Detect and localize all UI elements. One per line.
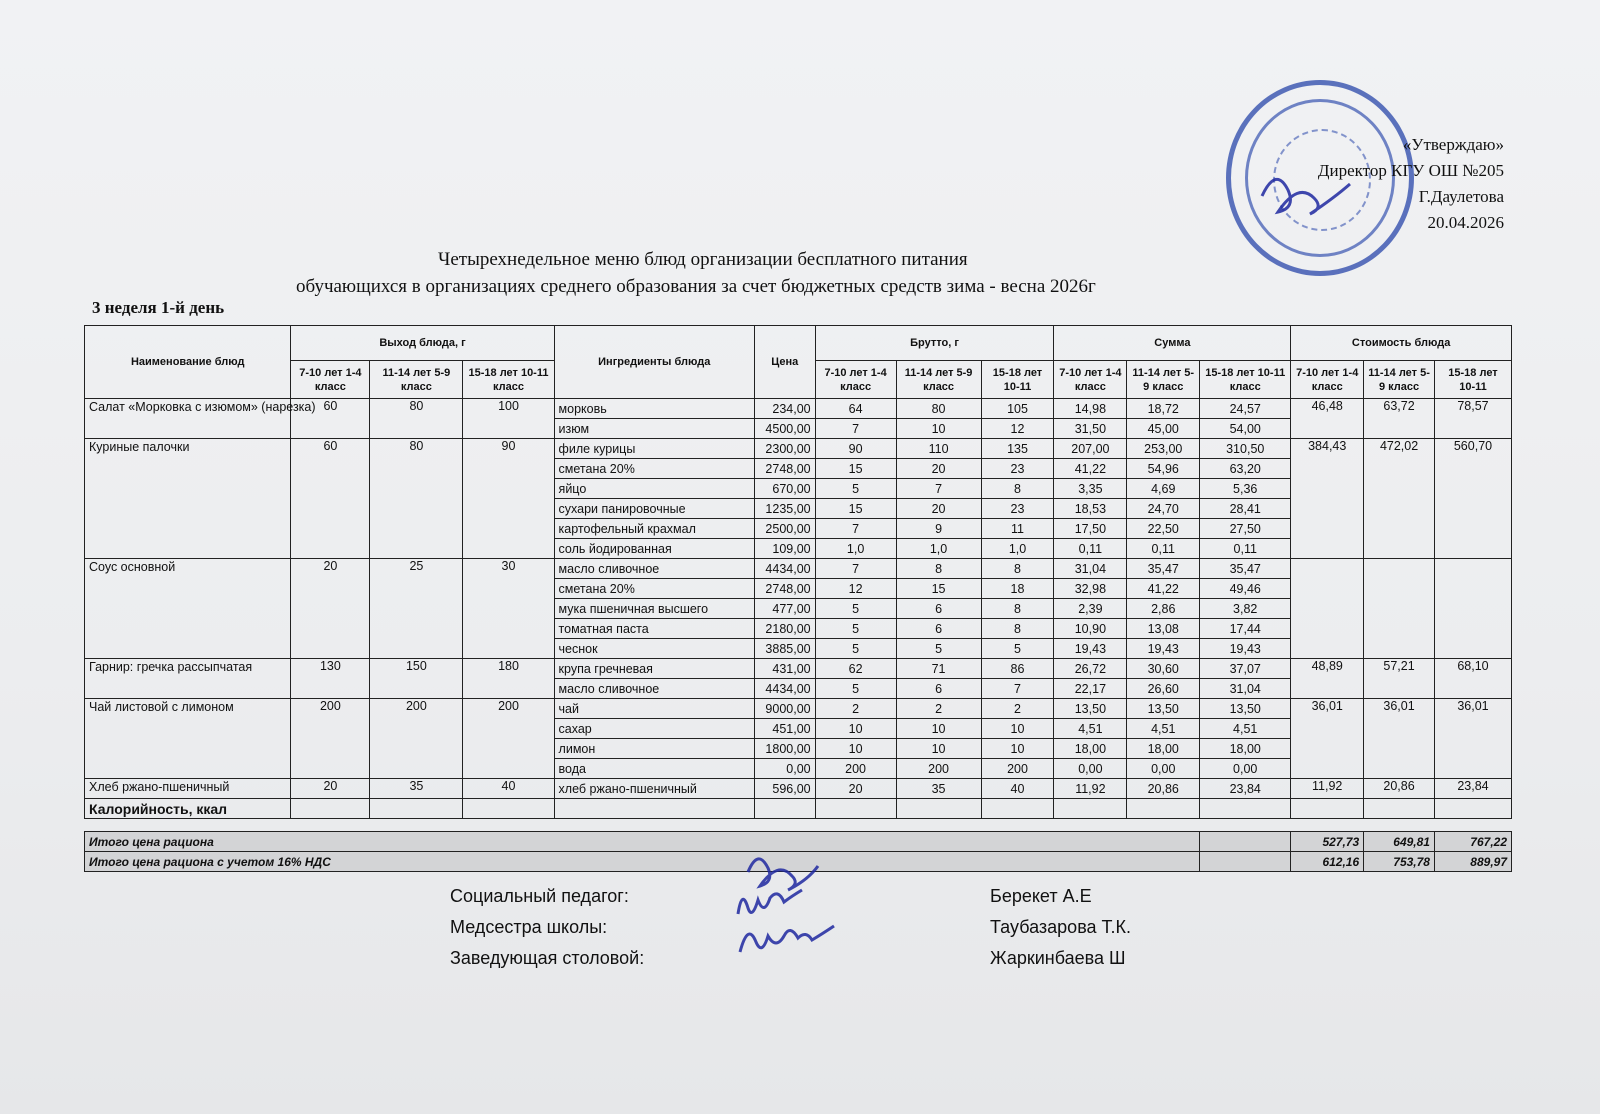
- dish-cost: 78,57: [1434, 399, 1511, 439]
- ingredient-sum: 207,00: [1054, 439, 1127, 459]
- ingredient-brutto: 10: [896, 739, 981, 759]
- dish-cost: 36,01: [1291, 699, 1364, 779]
- dish-name: Гарнир: гречка рассыпчатая: [85, 659, 291, 699]
- approval-line-2: Директор КГУ ОШ №205: [1317, 161, 1504, 180]
- ingredient-name: филе курицы: [554, 439, 754, 459]
- ingredient-sum: 19,43: [1127, 639, 1200, 659]
- ingredient-price: 0,00: [754, 759, 815, 779]
- ingredient-brutto: 200: [815, 759, 896, 779]
- ingredient-brutto: 20: [896, 459, 981, 479]
- ingredient-brutto: 5: [815, 479, 896, 499]
- ingredient-brutto: 8: [981, 599, 1054, 619]
- ingredient-name: вода: [554, 759, 754, 779]
- dish-output: 25: [370, 559, 463, 659]
- total-value: 649,81: [1364, 832, 1435, 852]
- ingredient-sum: 18,53: [1054, 499, 1127, 519]
- ingredient-price: 2180,00: [754, 619, 815, 639]
- dish-cost: 472,02: [1364, 439, 1435, 559]
- ingredient-brutto: 10: [815, 719, 896, 739]
- dish-output: 40: [463, 779, 554, 799]
- header-ingredients: Ингредиенты блюда: [554, 326, 754, 399]
- empty-cell: [291, 799, 370, 819]
- signature-row: [450, 886, 1150, 917]
- ingredient-name: соль йодированная: [554, 539, 754, 559]
- ingredient-brutto: 12: [815, 579, 896, 599]
- header-age-11-14: 11-14 лет 5-9 класс: [1364, 361, 1435, 399]
- ingredient-brutto: 10: [981, 739, 1054, 759]
- calories-row: [85, 799, 1512, 819]
- dish-cost: 48,89: [1291, 659, 1364, 699]
- ingredient-sum: 20,86: [1127, 779, 1200, 799]
- dish-cost: [1291, 559, 1364, 659]
- ingredient-price: 1800,00: [754, 739, 815, 759]
- header-age-15-18: 15-18 лет 10-11 класс: [463, 361, 554, 399]
- dish-cost: [1434, 559, 1511, 659]
- dish-name: Салат «Морковка с изюмом» (нарезка): [85, 399, 291, 439]
- ingredient-name: лимон: [554, 739, 754, 759]
- empty-cell: [1200, 832, 1291, 852]
- ingredient-name: сметана 20%: [554, 579, 754, 599]
- dish-name: Чай листовой с лимоном: [85, 699, 291, 779]
- ingredient-brutto: 8: [896, 559, 981, 579]
- header-age-15-18: 15-18 лет 10-11: [981, 361, 1054, 399]
- total-value: 889,97: [1434, 852, 1511, 872]
- empty-cell: [896, 799, 981, 819]
- dish-output: 60: [291, 399, 370, 439]
- ingredient-brutto: 7: [896, 479, 981, 499]
- table-row: [85, 779, 1512, 799]
- dish-cost: 36,01: [1364, 699, 1435, 779]
- ingredient-sum: 13,50: [1054, 699, 1127, 719]
- ingredient-name: морковь: [554, 399, 754, 419]
- dish-output: 180: [463, 659, 554, 699]
- ingredient-brutto: 15: [815, 459, 896, 479]
- dish-cost: 384,43: [1291, 439, 1364, 559]
- total-value: 527,73: [1291, 832, 1364, 852]
- header-age-7-10: 7-10 лет 1-4 класс: [1291, 361, 1364, 399]
- ingredient-brutto: 12: [981, 419, 1054, 439]
- ingredient-brutto: 6: [896, 599, 981, 619]
- ingredient-sum: 18,00: [1200, 739, 1291, 759]
- ingredient-price: 596,00: [754, 779, 815, 799]
- ingredient-brutto: 2: [981, 699, 1054, 719]
- ingredient-brutto: 40: [981, 779, 1054, 799]
- table-row: [85, 439, 1512, 459]
- ingredient-name: сухари панировочные: [554, 499, 754, 519]
- empty-cell: [981, 799, 1054, 819]
- ingredient-name: картофельный крахмал: [554, 519, 754, 539]
- header-cost: Стоимость блюда: [1291, 326, 1512, 361]
- ingredient-name: сметана 20%: [554, 459, 754, 479]
- ingredient-name: мука пшеничная высшего: [554, 599, 754, 619]
- table-row: [85, 659, 1512, 679]
- menu-table: [84, 325, 1512, 872]
- ingredient-sum: 31,50: [1054, 419, 1127, 439]
- ingredient-sum: 28,41: [1200, 499, 1291, 519]
- total-value: 753,78: [1364, 852, 1435, 872]
- ingredient-sum: 63,20: [1200, 459, 1291, 479]
- header-age-11-14: 11-14 лет 5-9 класс: [896, 361, 981, 399]
- ingredient-sum: 45,00: [1127, 419, 1200, 439]
- ingredient-brutto: 200: [896, 759, 981, 779]
- header-age-11-14: 11-14 лет 5-9 класс: [1127, 361, 1200, 399]
- empty-cell: [1434, 799, 1511, 819]
- dish-output: 20: [291, 559, 370, 659]
- ingredient-brutto: 9: [896, 519, 981, 539]
- ingredient-name: масло сливочное: [554, 679, 754, 699]
- dish-cost: [1364, 559, 1435, 659]
- ingredient-sum: 0,11: [1127, 539, 1200, 559]
- total-row: [85, 832, 1512, 852]
- ingredient-price: 234,00: [754, 399, 815, 419]
- ingredient-brutto: 15: [896, 579, 981, 599]
- ingredient-name: хлеб ржано-пшеничный: [554, 779, 754, 799]
- ingredient-sum: 49,46: [1200, 579, 1291, 599]
- dish-cost: 23,84: [1434, 779, 1511, 799]
- ingredient-sum: 30,60: [1127, 659, 1200, 679]
- ingredient-name: масло сливочное: [554, 559, 754, 579]
- ingredient-sum: 17,44: [1200, 619, 1291, 639]
- dish-output: 30: [463, 559, 554, 659]
- ingredient-price: 2748,00: [754, 459, 815, 479]
- title-line-2: обучающихся в организациях среднего образования за счет бюджетных средств зима - весна 2026г: [296, 276, 1096, 297]
- empty-cell: [1200, 799, 1291, 819]
- table-row: [85, 559, 1512, 579]
- ingredient-brutto: 1,0: [896, 539, 981, 559]
- ingredient-sum: 253,00: [1127, 439, 1200, 459]
- ingredient-name: яйцо: [554, 479, 754, 499]
- ingredient-sum: 17,50: [1054, 519, 1127, 539]
- ingredient-brutto: 105: [981, 399, 1054, 419]
- approval-line-4: 20.04.2026: [1427, 213, 1504, 232]
- ingredient-sum: 54,00: [1200, 419, 1291, 439]
- ingredient-sum: 18,72: [1127, 399, 1200, 419]
- dish-name: Соус основной: [85, 559, 291, 659]
- header-price: Цена: [754, 326, 815, 399]
- signature-name: Таубазарова Т.К.: [990, 917, 1132, 937]
- ingredient-brutto: 11: [981, 519, 1054, 539]
- approval-line-1: «Утверждаю»: [1402, 135, 1504, 154]
- ingredient-sum: 19,43: [1054, 639, 1127, 659]
- table-row: [85, 399, 1512, 419]
- dish-output: 130: [291, 659, 370, 699]
- ingredient-price: 3885,00: [754, 639, 815, 659]
- dish-output: 60: [291, 439, 370, 559]
- header-age-11-14: 11-14 лет 5-9 класс: [370, 361, 463, 399]
- approval-line-3: Г.Даулетова: [1418, 187, 1504, 206]
- dish-cost: 68,10: [1434, 659, 1511, 699]
- ingredient-sum: 2,39: [1054, 599, 1127, 619]
- ingredient-sum: 0,11: [1200, 539, 1291, 559]
- ingredient-brutto: 135: [981, 439, 1054, 459]
- dish-output: 90: [463, 439, 554, 559]
- ingredient-sum: 4,51: [1054, 719, 1127, 739]
- ingredient-price: 451,00: [754, 719, 815, 739]
- ingredient-brutto: 7: [815, 419, 896, 439]
- ingredient-price: 9000,00: [754, 699, 815, 719]
- ingredient-sum: 24,70: [1127, 499, 1200, 519]
- ingredient-brutto: 5: [815, 599, 896, 619]
- empty-cell: [1364, 799, 1435, 819]
- ingredient-brutto: 5: [815, 679, 896, 699]
- ingredient-price: 2300,00: [754, 439, 815, 459]
- empty-cell: [463, 799, 554, 819]
- ingredient-sum: 32,98: [1054, 579, 1127, 599]
- dish-output: 200: [463, 699, 554, 779]
- total-value: 612,16: [1291, 852, 1364, 872]
- ingredient-sum: 35,47: [1127, 559, 1200, 579]
- ingredient-name: крупа гречневая: [554, 659, 754, 679]
- empty-cell: [370, 799, 463, 819]
- empty-cell: [1054, 799, 1127, 819]
- ingredient-sum: 37,07: [1200, 659, 1291, 679]
- approval-block: [1204, 132, 1504, 236]
- ingredient-sum: 13,08: [1127, 619, 1200, 639]
- signature-name: Жаркинбаева Ш: [990, 948, 1126, 968]
- ingredient-name: чеснок: [554, 639, 754, 659]
- ingredient-price: 2500,00: [754, 519, 815, 539]
- ingredient-brutto: 8: [981, 619, 1054, 639]
- table-row: [85, 699, 1512, 719]
- ingredient-sum: 13,50: [1127, 699, 1200, 719]
- dish-output: 200: [291, 699, 370, 779]
- ingredient-price: 1235,00: [754, 499, 815, 519]
- total-label: Итого цена рациона с учетом 16% НДС: [85, 852, 1200, 872]
- ingredient-sum: 310,50: [1200, 439, 1291, 459]
- dish-output: 35: [370, 779, 463, 799]
- dish-cost: 46,48: [1291, 399, 1364, 439]
- dish-cost: 11,92: [1291, 779, 1364, 799]
- ingredient-brutto: 10: [981, 719, 1054, 739]
- dish-output: 80: [370, 439, 463, 559]
- ingredient-brutto: 18: [981, 579, 1054, 599]
- ingredient-sum: 13,50: [1200, 699, 1291, 719]
- empty-cell: [554, 799, 754, 819]
- dish-name: Хлеб ржано-пшеничный: [85, 779, 291, 799]
- menu-totals: [85, 799, 1512, 872]
- ingredient-sum: 18,00: [1127, 739, 1200, 759]
- ingredient-sum: 5,36: [1200, 479, 1291, 499]
- ingredient-brutto: 35: [896, 779, 981, 799]
- empty-cell: [1200, 852, 1291, 872]
- signature-name: Берекет А.Е: [990, 886, 1092, 906]
- menu-body: [85, 399, 1512, 799]
- ingredient-price: 477,00: [754, 599, 815, 619]
- dish-cost: 57,21: [1364, 659, 1435, 699]
- spacer-row: [85, 819, 1512, 832]
- ingredient-sum: 26,60: [1127, 679, 1200, 699]
- dish-output: 200: [370, 699, 463, 779]
- title-line-1: Четырехнедельное меню блюд организации бесплатного питания: [438, 249, 968, 270]
- ingredient-brutto: 6: [896, 619, 981, 639]
- ingredient-sum: 3,82: [1200, 599, 1291, 619]
- header-age-7-10: 7-10 лет 1-4 класс: [291, 361, 370, 399]
- ingredient-sum: 19,43: [1200, 639, 1291, 659]
- ingredient-sum: 22,50: [1127, 519, 1200, 539]
- ingredient-brutto: 7: [815, 559, 896, 579]
- signature-row: [450, 917, 1150, 948]
- ingredient-sum: 31,04: [1054, 559, 1127, 579]
- ingredient-sum: 27,50: [1200, 519, 1291, 539]
- ingredient-sum: 23,84: [1200, 779, 1291, 799]
- ingredient-sum: 31,04: [1200, 679, 1291, 699]
- ingredient-brutto: 5: [981, 639, 1054, 659]
- header-age-7-10: 7-10 лет 1-4 класс: [815, 361, 896, 399]
- ingredient-sum: 24,57: [1200, 399, 1291, 419]
- ingredient-sum: 54,96: [1127, 459, 1200, 479]
- ingredient-sum: 41,22: [1127, 579, 1200, 599]
- ingredient-sum: 22,17: [1054, 679, 1127, 699]
- ingredient-price: 4434,00: [754, 559, 815, 579]
- ingredient-brutto: 10: [815, 739, 896, 759]
- ingredient-brutto: 10: [896, 419, 981, 439]
- ingredient-price: 4434,00: [754, 679, 815, 699]
- ingredient-sum: 35,47: [1200, 559, 1291, 579]
- dish-output: 20: [291, 779, 370, 799]
- ingredient-brutto: 20: [815, 779, 896, 799]
- ingredient-sum: 0,11: [1054, 539, 1127, 559]
- ingredient-sum: 0,00: [1200, 759, 1291, 779]
- ingredient-brutto: 8: [981, 559, 1054, 579]
- signature-role: Медсестра школы:: [450, 917, 608, 937]
- ingredient-brutto: 15: [815, 499, 896, 519]
- ingredient-brutto: 1,0: [815, 539, 896, 559]
- ingredient-brutto: 110: [896, 439, 981, 459]
- header-dish: Наименование блюд: [85, 326, 291, 399]
- ingredient-brutto: 62: [815, 659, 896, 679]
- ingredient-brutto: 90: [815, 439, 896, 459]
- week-label: 3 неделя 1-й день: [92, 298, 225, 317]
- ingredient-price: 4500,00: [754, 419, 815, 439]
- signature-row: [450, 948, 1150, 979]
- total-row: [85, 852, 1512, 872]
- dish-output: 150: [370, 659, 463, 699]
- ingredient-brutto: 5: [896, 639, 981, 659]
- ingredient-name: сахар: [554, 719, 754, 739]
- ingredient-sum: 14,98: [1054, 399, 1127, 419]
- ingredient-sum: 2,86: [1127, 599, 1200, 619]
- empty-cell: [754, 799, 815, 819]
- ingredient-name: изюм: [554, 419, 754, 439]
- ingredient-brutto: 7: [981, 679, 1054, 699]
- ingredient-brutto: 200: [981, 759, 1054, 779]
- ingredient-price: 2748,00: [754, 579, 815, 599]
- empty-cell: [815, 799, 896, 819]
- ingredient-name: чай: [554, 699, 754, 719]
- signatures-block: [450, 886, 1150, 979]
- ingredient-sum: 11,92: [1054, 779, 1127, 799]
- calories-label: Калорийность, ккал: [85, 799, 291, 819]
- ingredient-brutto: 6: [896, 679, 981, 699]
- dish-cost: 20,86: [1364, 779, 1435, 799]
- empty-cell: [1127, 799, 1200, 819]
- ingredient-brutto: 71: [896, 659, 981, 679]
- header-age-15-18: 15-18 лет 10-11 класс: [1200, 361, 1291, 399]
- ingredient-name: томатная паста: [554, 619, 754, 639]
- ingredient-price: 431,00: [754, 659, 815, 679]
- ingredient-sum: 4,51: [1200, 719, 1291, 739]
- dish-name: Куриные палочки: [85, 439, 291, 559]
- dish-output: 80: [370, 399, 463, 439]
- header-brutto: Брутто, г: [815, 326, 1054, 361]
- ingredient-sum: 18,00: [1054, 739, 1127, 759]
- header-output: Выход блюда, г: [291, 326, 554, 361]
- ingredient-price: 109,00: [754, 539, 815, 559]
- ingredient-sum: 0,00: [1127, 759, 1200, 779]
- ingredient-brutto: 23: [981, 499, 1054, 519]
- ingredient-sum: 0,00: [1054, 759, 1127, 779]
- ingredient-brutto: 8: [981, 479, 1054, 499]
- ingredient-brutto: 23: [981, 459, 1054, 479]
- ingredient-sum: 41,22: [1054, 459, 1127, 479]
- ingredient-sum: 4,69: [1127, 479, 1200, 499]
- dish-cost: 36,01: [1434, 699, 1511, 779]
- ingredient-brutto: 20: [896, 499, 981, 519]
- ingredient-brutto: 86: [981, 659, 1054, 679]
- ingredient-sum: 4,51: [1127, 719, 1200, 739]
- dish-cost: 560,70: [1434, 439, 1511, 559]
- header-age-15-18: 15-18 лет 10-11: [1434, 361, 1511, 399]
- ingredient-sum: 10,90: [1054, 619, 1127, 639]
- signature-role: Социальный педагог:: [450, 886, 629, 906]
- total-value: 767,22: [1434, 832, 1511, 852]
- ingredient-brutto: 80: [896, 399, 981, 419]
- ingredient-brutto: 2: [896, 699, 981, 719]
- ingredient-brutto: 10: [896, 719, 981, 739]
- ingredient-brutto: 2: [815, 699, 896, 719]
- signature-role: Заведующая столовой:: [450, 948, 645, 968]
- ingredient-sum: 3,35: [1054, 479, 1127, 499]
- ingredient-price: 670,00: [754, 479, 815, 499]
- ingredient-brutto: 1,0: [981, 539, 1054, 559]
- ingredient-brutto: 7: [815, 519, 896, 539]
- ingredient-brutto: 64: [815, 399, 896, 419]
- total-label: Итого цена рациона: [85, 832, 1200, 852]
- header-sum: Сумма: [1054, 326, 1291, 361]
- ingredient-sum: 26,72: [1054, 659, 1127, 679]
- empty-cell: [1291, 799, 1364, 819]
- dish-cost: 63,72: [1364, 399, 1435, 439]
- dish-output: 100: [463, 399, 554, 439]
- header-age-7-10: 7-10 лет 1-4 класс: [1054, 361, 1127, 399]
- ingredient-brutto: 5: [815, 639, 896, 659]
- ingredient-brutto: 5: [815, 619, 896, 639]
- empty-cell: [85, 819, 1512, 832]
